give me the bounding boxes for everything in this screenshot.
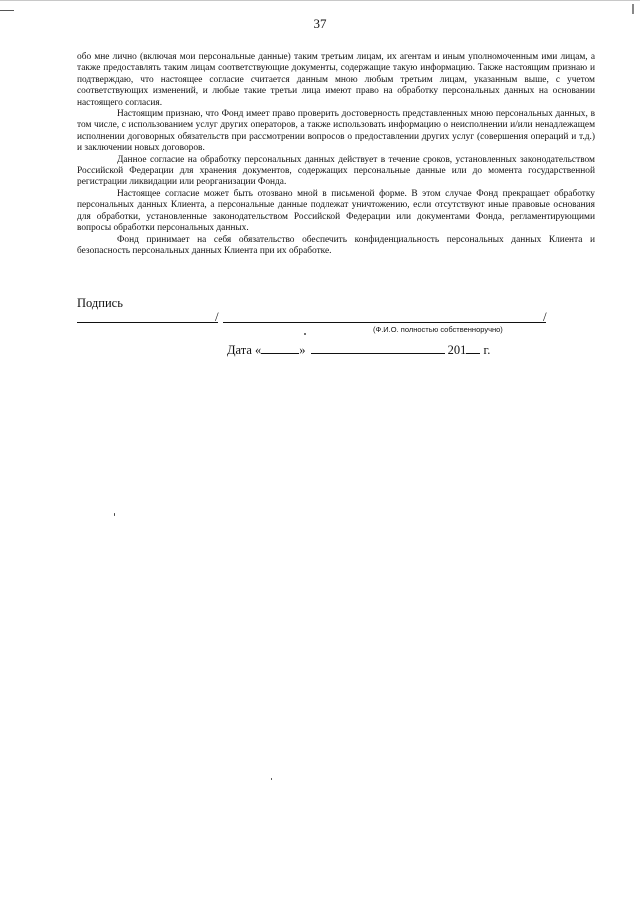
paragraph-confidentiality: Фонд принимает на себя обязательство обеспечить конфиденциальность персональных данных Клиента и безопасность персональных данных Клиента при их обработке.	[77, 234, 595, 256]
signature-line	[77, 322, 218, 323]
year-prefix: 201	[447, 343, 467, 357]
paragraph-verification: Настоящим признаю, что Фонд имеет право проверить достоверность представленных мною персональных данных, в том числе, с использованием услуг других операторов, а также использовать информацию о неисполнении и/или ненадлежащем исполнении договорных обязательств при рассмотрении вопросов о предоставлении других услуг (совершения операций и т.д.) и заключении новых договоров.	[77, 109, 595, 154]
date-row	[227, 341, 490, 358]
scan-speck	[304, 333, 306, 335]
scan-mark	[632, 4, 634, 14]
day-blank	[261, 341, 299, 354]
scan-speck	[271, 778, 272, 780]
signature-slash: /	[215, 309, 219, 324]
paragraph-continuation: обо мне лично (включая мои персональные данные) таким третьим лицам, их агентам и иным уполномоченным ими лицам, а также предоставлять таким лицам соответствующие документы, содержащие такую информацию. Также настоящим признаю и подтверждаю, что настоящее согласие считается данным мною любым третьим лицам, указанным выше, с учетом соответствующих изменений, и любые такие третьи лица имеют право на обработку персональных данных на основании настоящего согласия.	[77, 52, 595, 108]
scan-speck	[114, 513, 115, 516]
month-blank	[311, 341, 445, 354]
paragraph-revocation: Настоящее согласие может быть отозвано мной в письменой форме. В этом случае Фонд прекращает обработку персональных данных Клиента, а персональные данные подлежат уничтожению, если отсутствуют иные правовые основания для обработки, установленные законодательством Российской Федерации или документами Фонда, регламентирующими вопросы обработки персональных данных.	[77, 188, 595, 234]
scan-edge	[0, 0, 640, 8]
scan-mark	[0, 10, 14, 11]
date-label: Дата «	[227, 343, 262, 357]
document-body	[77, 52, 595, 257]
year-suffix: г.	[483, 343, 491, 357]
full-name-hint: (Ф.И.О. полностью собственноручно)	[373, 325, 503, 334]
signature-label: Подпись	[77, 296, 123, 310]
page-number: 37	[313, 16, 327, 31]
paragraph-validity: Данное согласие на обработку персональных данных действует в течение сроков, установленных законодательством Российской Федерации для хранения документов, содержащих персональные данные или до момента государственной регистрации ликвидации или реорганизации Фонда.	[77, 154, 595, 188]
signature-slash: /	[543, 309, 547, 324]
date-close-quote: »	[299, 343, 306, 357]
year-blank	[466, 341, 480, 354]
full-name-line	[223, 322, 546, 323]
